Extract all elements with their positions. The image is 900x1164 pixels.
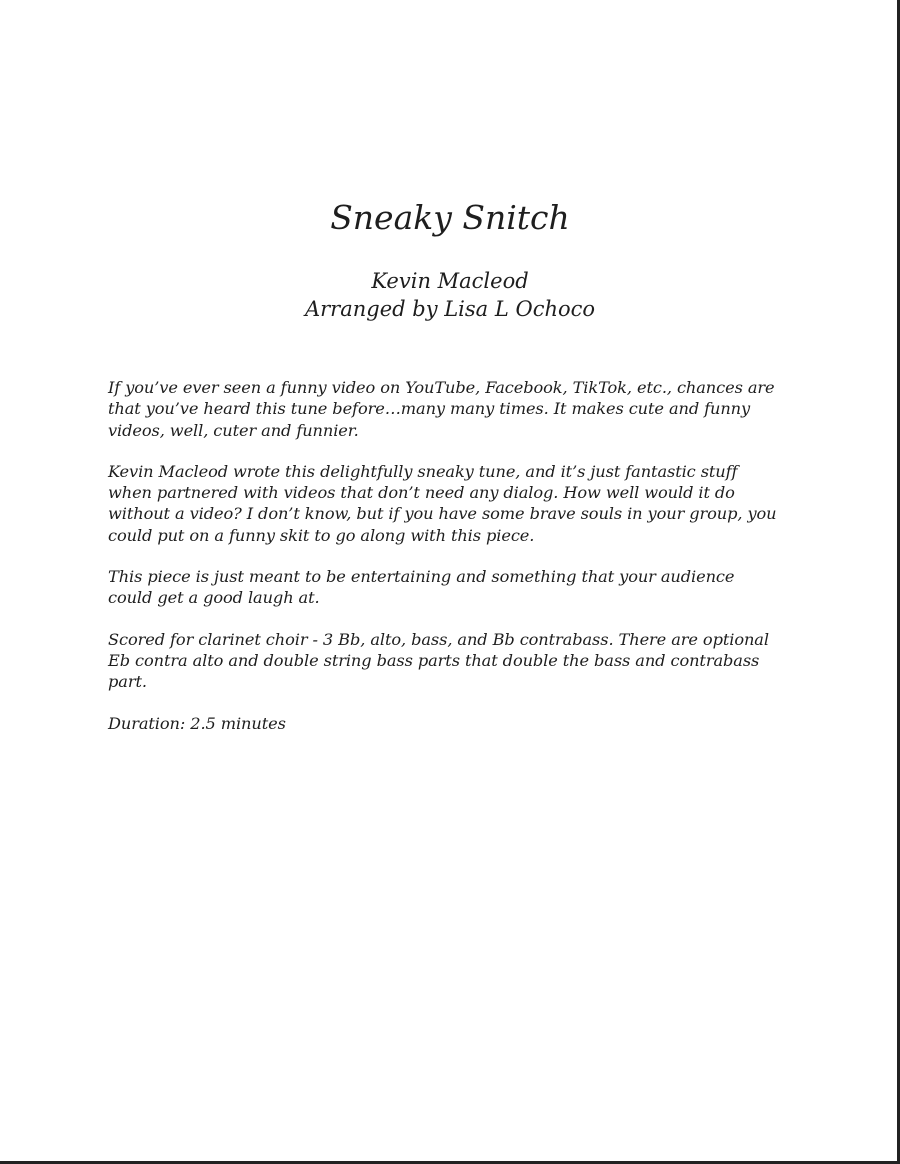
paragraph-intro: If you’ve ever seen a funny video on YouTube, Facebook, TikTok, etc., chances are that you’ve heard this tune before…many many times. It makes cute and funny videos, well, cuter and funnier. (108, 378, 775, 440)
paragraph-duration: Duration: 2.5 minutes (108, 713, 286, 733)
paragraph-about-tune: Kevin Macleod wrote this delightfully sneaky tune, and it’s just fantastic stuff when partnered with videos that don’t need any dialog. How well would it do without a video? I don’t know, but if you have some brave souls in your group, you could put on a funny skit to go along with this piece. (108, 461, 777, 545)
composer-credit: Kevin Macleod (371, 269, 529, 293)
paragraph-purpose: This piece is just meant to be entertaining and something that your audience could get a good laugh at. (108, 567, 735, 608)
page-title: Sneaky Snitch (330, 198, 570, 237)
description-body (108, 377, 780, 754)
arranger-credit: Arranged by Lisa L Ochoco (304, 297, 596, 321)
paragraph-scoring: Scored for clarinet choir - 3 Bb, alto, bass, and Bb contrabass. There are optional Eb contra alto and double string bass parts that double the bass and contrabass part. (108, 629, 769, 692)
